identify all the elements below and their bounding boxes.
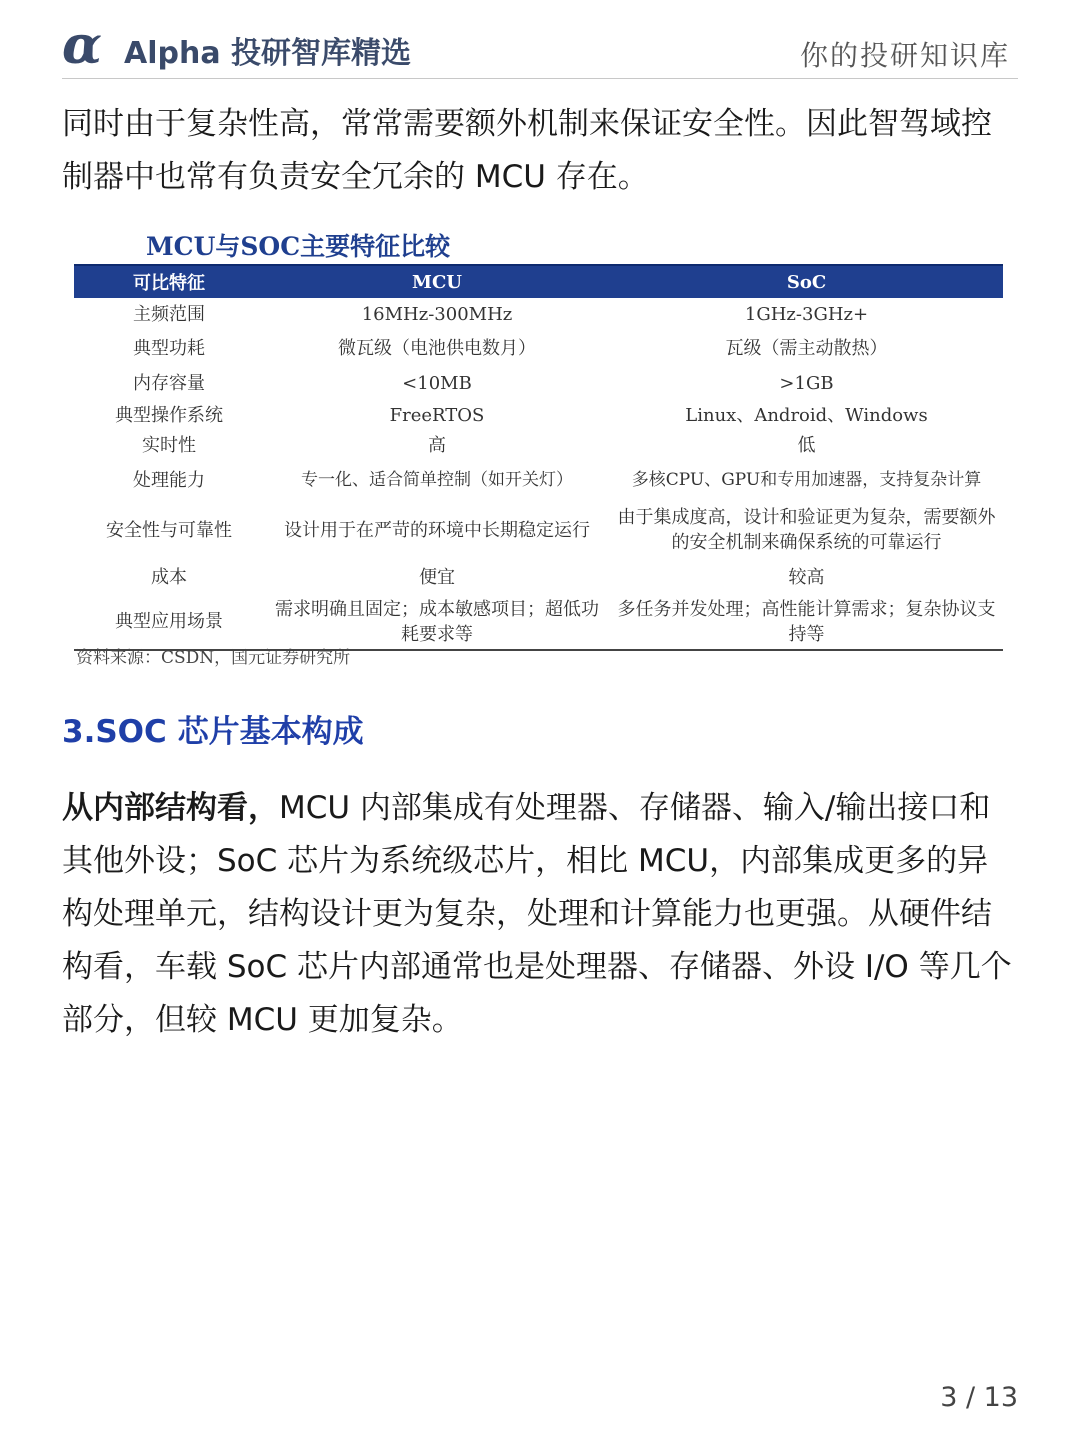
- header-cell-mcu: MCU: [264, 265, 610, 298]
- mcu-cell: 需求明确且固定；成本敏感项目；超低功耗要求等: [264, 594, 610, 650]
- comparison-table: [74, 264, 1003, 651]
- body-paragraph: [62, 782, 1018, 1047]
- soc-cell: 较高: [788, 566, 825, 588]
- mcu-cell: 便宜: [419, 566, 455, 588]
- table-header-row: [74, 265, 1003, 298]
- row-label: 成本: [151, 566, 187, 588]
- mcu-cell: 高: [428, 434, 446, 456]
- row-label: 处理能力: [133, 469, 205, 491]
- header-tagline: 你的投研知识库: [799, 39, 1010, 72]
- mcu-cell: 专一化、适合简单控制（如开关灯）: [301, 469, 573, 490]
- soc-cell: 低: [797, 434, 816, 456]
- alpha-logo-icon: α: [62, 15, 103, 76]
- header-cell-feature: 可比特征: [74, 265, 264, 298]
- table-row: [74, 366, 1003, 400]
- table-row: [74, 500, 1003, 560]
- mcu-cell: FreeRTOS: [389, 404, 485, 426]
- table-row: [74, 400, 1003, 430]
- row-label: 典型应用场景: [74, 594, 264, 650]
- paragraph-text: MCU 内部集成有处理器、存储器、输入/输出接口和其他外设；SoC 芯片为系统级芯片，相比 MCU，内部集成更多的异构处理单元，结构设计更为复杂，处理和计算能力也更强。从硬件结构看，车载 SoC 芯片内部通常也是处理器、存储器、外设 I/O 等几个部分，但较 MCU 更加复杂。: [62, 790, 1012, 1038]
- mcu-cell: 16MHz-300MHz: [361, 303, 513, 325]
- row-label: 内存容量: [133, 372, 205, 394]
- row-label: 典型操作系统: [115, 404, 223, 426]
- table-row: [74, 594, 1003, 650]
- mcu-cell: 微瓦级（电池供电数月）: [338, 337, 536, 359]
- soc-cell: Linux、Android、Windows: [685, 404, 928, 426]
- row-label: 主频范围: [133, 303, 205, 325]
- soc-cell: 由于集成度高，设计和验证更为复杂，需要额外的安全机制来确保系统的可靠运行: [617, 507, 996, 553]
- row-label: 典型功耗: [133, 337, 205, 359]
- table-row: [74, 430, 1003, 460]
- row-label: 实时性: [142, 434, 196, 456]
- paragraph-bold-lead: 从内部结构看，: [62, 790, 279, 826]
- row-label: 安全性与可靠性: [106, 519, 232, 541]
- intro-paragraph: 同时由于复杂性高，常常需要额外机制来保证安全性。因此智驾域控制器中也常有负责安全冗余的 MCU 存在。: [62, 106, 992, 195]
- logo-text: Alpha 投研智库精选: [124, 36, 412, 71]
- mcu-cell: <10MB: [402, 372, 472, 394]
- table-row: [74, 298, 1003, 330]
- soc-cell: 瓦级（需主动散热）: [725, 337, 888, 359]
- soc-cell: 多任务并发处理；高性能计算需求；复杂协议支持等: [610, 594, 1003, 650]
- soc-cell: 多核CPU、GPU和专用加速器，支持复杂计算: [631, 469, 982, 490]
- header-cell-soc: SoC: [610, 265, 1003, 298]
- mcu-cell: 设计用于在严苛的环境中长期稳定运行: [284, 519, 590, 541]
- soc-cell: 1GHz-3GHz+: [744, 303, 869, 325]
- table-title: MCU与SOC主要特征比较: [146, 232, 451, 261]
- section-heading: 3.SOC 芯片基本构成: [62, 714, 364, 750]
- table-row: [74, 560, 1003, 594]
- table-row: [74, 460, 1003, 500]
- soc-cell: >1GB: [779, 372, 834, 394]
- page-header: [62, 15, 1018, 79]
- table-row: [74, 330, 1003, 366]
- page-number: 3 / 13: [940, 1382, 1018, 1413]
- table-source-note: 资料来源：CSDN，国元证券研究所: [76, 648, 351, 668]
